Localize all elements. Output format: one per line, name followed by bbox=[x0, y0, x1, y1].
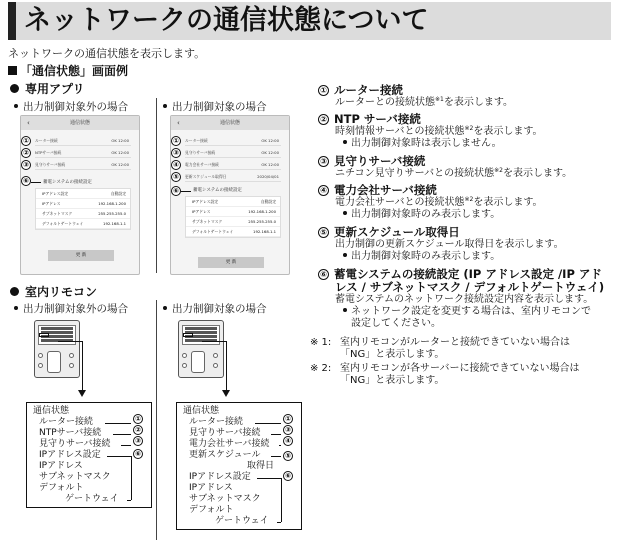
app-row-value: OK 12:00 bbox=[111, 138, 129, 143]
marker-leader bbox=[181, 191, 191, 192]
footnote-mark: ※ 1: bbox=[310, 337, 332, 348]
app-left-caption bbox=[14, 99, 128, 114]
remote-marker-3: ③ bbox=[133, 436, 143, 446]
footnote-mark: ※2 bbox=[494, 167, 503, 174]
lcd-line: 取得日 bbox=[247, 461, 275, 471]
section-title bbox=[8, 62, 128, 79]
footnote-2 bbox=[310, 363, 614, 387]
footnote-line: 「NG」と表示します。 bbox=[340, 349, 445, 360]
lcd-line: IPアドレス bbox=[189, 483, 233, 493]
remote-dpad-icon bbox=[47, 351, 61, 373]
remote-button-icon bbox=[69, 353, 74, 358]
leader-line bbox=[127, 500, 131, 501]
marker-3: ③ bbox=[21, 160, 31, 170]
remote-marker-3: ③ bbox=[283, 425, 293, 435]
item-title-line2: レス / サブネットマスク / デフォルトゲートウェイ) bbox=[335, 280, 605, 294]
remote-heading bbox=[10, 283, 97, 300]
app-row-label: NTPサーバ接続 bbox=[35, 150, 62, 155]
storage-row-label: デフォルトゲートウェイ bbox=[192, 229, 234, 234]
marker-4: ④ bbox=[171, 160, 181, 170]
storage-setting-box bbox=[185, 196, 281, 238]
storage-row-label: IPアドレス設定 bbox=[42, 191, 69, 196]
footnote-mark: ※2 bbox=[464, 125, 474, 132]
storage-row-label: サブネットマスク bbox=[192, 219, 223, 224]
remote-marker-1: ① bbox=[283, 414, 293, 424]
storage-row-label: IPアドレス設定 bbox=[192, 199, 219, 204]
item-number: ③ bbox=[318, 156, 329, 167]
bullet-dot-icon bbox=[343, 253, 347, 257]
app-row-label: ルーター接続 bbox=[35, 138, 58, 143]
remote-button-icon bbox=[69, 363, 74, 368]
storage-row-value: 自動設定 bbox=[110, 191, 126, 196]
app-screen-left bbox=[20, 115, 140, 275]
intro-text: ネットワークの通信状態を表示します。 bbox=[8, 47, 206, 60]
app-right-caption-text: 出力制御対象の場合 bbox=[172, 101, 267, 113]
storage-row-value: 192.168.1.1 bbox=[253, 229, 276, 234]
app-screen-header bbox=[21, 116, 139, 130]
remote-dpad-icon bbox=[191, 351, 205, 373]
back-chevron-icon[interactable]: ‹ bbox=[177, 119, 180, 127]
storage-row-subnet bbox=[186, 217, 280, 227]
marker-2: ② bbox=[21, 148, 31, 158]
item-2 bbox=[318, 113, 614, 150]
footnote-mark: ※1 bbox=[435, 96, 444, 103]
lcd-line: 通信状態 bbox=[183, 406, 220, 416]
item-desc: 出力制御の更新スケジュール取得日を表示します。 bbox=[335, 239, 564, 250]
bullet-dot-icon bbox=[343, 308, 347, 312]
marker-6: ⑥ bbox=[171, 186, 181, 196]
remote-left-caption-text: 出力制御対象外の場合 bbox=[23, 303, 128, 315]
app-row-router bbox=[35, 136, 131, 146]
leader-line bbox=[105, 423, 131, 424]
remote-marker-1: ① bbox=[133, 414, 143, 424]
column-divider bbox=[156, 98, 157, 273]
storage-row-value: 255.255.255.0 bbox=[248, 219, 276, 224]
lcd-line: IPアドレス bbox=[39, 461, 83, 471]
item-1 bbox=[318, 84, 614, 109]
leader-line bbox=[121, 445, 131, 446]
storage-row-value: 255.255.255.0 bbox=[98, 211, 126, 216]
item-title: 電力会社サーバ接続 bbox=[334, 183, 437, 197]
app-row-value: 2020/04/01 bbox=[257, 174, 279, 179]
leader-line bbox=[257, 478, 281, 479]
app-screen-right bbox=[170, 115, 290, 275]
footnote-mark: ※ 2: bbox=[310, 363, 332, 374]
storage-row-label: デフォルトゲートウェイ bbox=[42, 221, 84, 226]
app-row-label: 電力会社サーバ接続 bbox=[185, 162, 219, 167]
callout-arrow-line bbox=[58, 341, 82, 342]
item-number: ⑤ bbox=[318, 227, 329, 238]
marker-5: ⑤ bbox=[171, 172, 181, 182]
item-bullet-text: ネットワーク設定を変更する場合は、室内リモコンで bbox=[351, 306, 591, 317]
callout-arrow-line bbox=[82, 341, 83, 391]
small-dot-icon bbox=[163, 306, 167, 310]
app-row-label: ルーター接続 bbox=[185, 138, 208, 143]
item-3 bbox=[318, 155, 614, 180]
item-desc bbox=[318, 168, 614, 180]
storage-row-ip-setting bbox=[186, 197, 280, 207]
leader-bracket bbox=[281, 478, 282, 522]
app-screen-header-text: 通信状態 bbox=[219, 120, 240, 126]
leader-line bbox=[107, 456, 131, 457]
leader-bracket bbox=[131, 456, 132, 500]
lcd-line: IPアドレス設定 bbox=[189, 472, 251, 482]
item-heading bbox=[318, 155, 614, 168]
lcd-line: 更新スケジュール bbox=[189, 450, 261, 460]
item-bullet bbox=[318, 251, 614, 263]
marker-leader bbox=[31, 182, 41, 183]
page-title: ネットワークの通信状態について bbox=[24, 5, 429, 36]
section-title-text: 「通信状態」画面例 bbox=[20, 64, 129, 78]
lcd-line: ルーター接続 bbox=[39, 417, 94, 427]
storage-row-ip-address bbox=[36, 199, 130, 209]
remote-marker-6: ⑥ bbox=[133, 449, 143, 459]
remote-controller-left bbox=[34, 320, 80, 378]
app-row-router bbox=[185, 136, 281, 146]
arrow-down-icon bbox=[222, 390, 230, 397]
storage-row-subnet bbox=[36, 209, 130, 219]
item-bullet bbox=[318, 138, 614, 150]
lcd-line: NTPサーバ接続 bbox=[39, 428, 102, 438]
item-bullet-text: 出力制御対象時のみ表示します。 bbox=[351, 251, 501, 262]
storage-row-label: サブネットマスク bbox=[42, 211, 73, 216]
remote-button-icon bbox=[213, 363, 218, 368]
storage-setting-title: 蓄電システムの接続設定 bbox=[193, 188, 243, 193]
storage-row-gateway bbox=[36, 219, 130, 229]
bullet-dot-icon bbox=[343, 140, 347, 144]
lcd-line: 見守りサーバ接続 bbox=[189, 428, 261, 438]
item-bullet-text: 出力制御対象時は表示しません。 bbox=[351, 138, 502, 149]
remote-highlight bbox=[183, 333, 193, 337]
app-row-value: OK 12:00 bbox=[261, 150, 279, 155]
marker-1: ① bbox=[21, 136, 31, 146]
update-button[interactable]: 更 新 bbox=[198, 257, 264, 268]
item-title: 見守りサーバ接続 bbox=[334, 154, 426, 168]
item-title: 更新スケジュール取得日 bbox=[334, 225, 460, 239]
lcd-line: ゲートウェイ bbox=[65, 494, 119, 504]
item-number: ⑥ bbox=[318, 269, 329, 280]
app-row-schedule bbox=[185, 172, 281, 182]
marker-1: ① bbox=[171, 136, 181, 146]
app-row-value: OK 12:00 bbox=[111, 150, 129, 155]
app-left-caption-text: 出力制御対象外の場合 bbox=[23, 101, 128, 113]
app-screen-header bbox=[171, 116, 289, 130]
storage-row-value: 自動設定 bbox=[260, 199, 276, 204]
storage-row-label: IPアドレス bbox=[192, 209, 211, 214]
storage-row-value: 192.168.1.1 bbox=[103, 221, 126, 226]
item-number: ① bbox=[318, 85, 329, 96]
item-heading bbox=[318, 226, 614, 239]
remote-controller-right bbox=[178, 320, 224, 378]
remote-button-icon bbox=[182, 353, 187, 358]
storage-row-value: 192.168.1.200 bbox=[248, 209, 276, 214]
marker-6: ⑥ bbox=[21, 176, 31, 186]
storage-row-gateway bbox=[186, 227, 280, 237]
item-desc-text: ルーターとの接続状態 bbox=[335, 97, 435, 108]
item-number: ② bbox=[318, 114, 329, 125]
app-row-label: 見守りサーバ接続 bbox=[35, 162, 66, 167]
remote-right-caption bbox=[163, 301, 267, 316]
leader-line bbox=[277, 522, 281, 523]
app-row-value: OK 12:00 bbox=[261, 162, 279, 167]
storage-row-label: IPアドレス bbox=[42, 201, 61, 206]
lcd-line: ルーター接続 bbox=[189, 417, 244, 427]
item-desc-text: 時刻情報サーバとの接続状態 bbox=[335, 126, 465, 137]
page-title-bar bbox=[8, 2, 611, 40]
arrow-down-icon bbox=[78, 390, 86, 397]
item-5 bbox=[318, 226, 614, 263]
back-chevron-icon[interactable]: ‹ bbox=[27, 119, 30, 127]
square-bullet-icon bbox=[8, 66, 17, 75]
marker-3: ③ bbox=[171, 148, 181, 158]
small-dot-icon bbox=[14, 306, 18, 310]
small-dot-icon bbox=[163, 104, 167, 108]
item-desc-tail: を表示します。 bbox=[443, 97, 514, 108]
item-desc bbox=[318, 97, 614, 109]
remote-button-icon bbox=[213, 353, 218, 358]
item-desc-tail: を表示します。 bbox=[502, 168, 573, 179]
item-desc-tail: を表示します。 bbox=[473, 197, 543, 208]
lcd-line: ゲートウェイ bbox=[215, 516, 269, 526]
item-desc-text: 電力会社サーバとの接続状態 bbox=[335, 197, 465, 208]
leader-line bbox=[271, 456, 281, 457]
footnote-line: 室内リモコンが各サーバーに接続できていない場合は bbox=[340, 363, 580, 374]
remote-heading-text: 室内リモコン bbox=[25, 285, 98, 299]
remote-button-icon bbox=[38, 353, 43, 358]
column-divider bbox=[156, 300, 157, 540]
remote-marker-2: ② bbox=[133, 425, 143, 435]
app-row-label: 更新スケジュール取得日 bbox=[185, 174, 227, 179]
item-heading bbox=[318, 84, 614, 97]
leader-line bbox=[255, 423, 281, 424]
remote-button-icon bbox=[38, 363, 43, 368]
item-title: 蓄電システムの接続設定 (IP アドレス設定 /IP アド bbox=[334, 267, 602, 281]
lcd-line: 通信状態 bbox=[33, 406, 70, 416]
item-desc bbox=[318, 126, 614, 138]
update-button[interactable]: 更 新 bbox=[48, 250, 114, 261]
app-right-caption bbox=[163, 99, 267, 114]
storage-row-ip-setting bbox=[36, 189, 130, 199]
lcd-line: サブネットマスク bbox=[189, 494, 261, 504]
storage-row-value: 192.168.1.200 bbox=[98, 201, 126, 206]
item-desc-tail: を表示します。 bbox=[473, 126, 543, 137]
callout-arrow-line bbox=[226, 341, 227, 391]
item-bullet bbox=[318, 306, 614, 318]
item-desc-text: ニチコン見守りサーバとの接続状態 bbox=[335, 168, 495, 179]
lcd-line: 電力会社サーバ接続 bbox=[189, 439, 270, 449]
footnote-mark: ※2 bbox=[464, 196, 474, 203]
lcd-line: IPアドレス設定 bbox=[39, 450, 101, 460]
lcd-line: 見守りサーバ接続 bbox=[39, 439, 111, 449]
bullet-dot-icon bbox=[343, 211, 347, 215]
item-bullet bbox=[318, 209, 614, 221]
app-heading-text: 専用アプリ bbox=[25, 82, 85, 96]
app-row-label: 見守りサーバ接続 bbox=[185, 150, 216, 155]
remote-marker-6: ⑥ bbox=[283, 471, 293, 481]
app-row-ntp bbox=[35, 148, 131, 158]
leader-line bbox=[113, 434, 131, 435]
item-desc bbox=[318, 197, 614, 209]
remote-right-caption-text: 出力制御対象の場合 bbox=[172, 303, 267, 315]
lcd-line: デフォルト bbox=[39, 483, 84, 493]
storage-row-ip-address bbox=[186, 207, 280, 217]
item-4 bbox=[318, 184, 614, 221]
item-title: NTP サーバ接続 bbox=[334, 112, 421, 126]
item-desc: 蓄電システムのネットワーク接続設定内容を表示します。 bbox=[335, 294, 594, 305]
dot-bullet-icon bbox=[10, 84, 19, 93]
storage-setting-box bbox=[35, 188, 131, 230]
dot-bullet-icon bbox=[10, 287, 19, 296]
leader-line bbox=[279, 445, 281, 446]
small-dot-icon bbox=[14, 104, 18, 108]
item-bullet-text: 出力制御対象時のみ表示します。 bbox=[351, 209, 501, 220]
remote-marker-4: ④ bbox=[283, 436, 293, 446]
remote-button-icon bbox=[182, 363, 187, 368]
item-title: ルーター接続 bbox=[334, 83, 403, 97]
leader-line bbox=[271, 434, 281, 435]
storage-setting-title: 蓄電システムの接続設定 bbox=[43, 180, 93, 185]
callout-arrow-line bbox=[202, 341, 226, 342]
footnote-line: 「NG」と表示します。 bbox=[340, 375, 445, 386]
item-number: ④ bbox=[318, 185, 329, 196]
footnote-line: 室内リモコンがルーターと接続できていない場合は bbox=[340, 337, 570, 348]
app-screen-header-text: 通信状態 bbox=[69, 120, 90, 126]
app-row-mimamori bbox=[185, 148, 281, 158]
app-row-mimamori bbox=[35, 160, 131, 170]
app-row-value: OK 12:00 bbox=[111, 162, 129, 167]
lcd-line: サブネットマスク bbox=[39, 472, 111, 482]
remote-highlight bbox=[39, 333, 49, 337]
app-heading bbox=[10, 80, 85, 97]
app-row-value: OK 12:00 bbox=[261, 138, 279, 143]
item-bullet-text-line2: 設定してください。 bbox=[351, 318, 441, 329]
app-row-power bbox=[185, 160, 281, 170]
item-6 bbox=[318, 268, 614, 330]
lcd-line: デフォルト bbox=[189, 505, 234, 515]
remote-left-caption bbox=[14, 301, 128, 316]
remote-marker-5: ⑤ bbox=[283, 451, 293, 461]
footnote-1 bbox=[310, 337, 614, 361]
